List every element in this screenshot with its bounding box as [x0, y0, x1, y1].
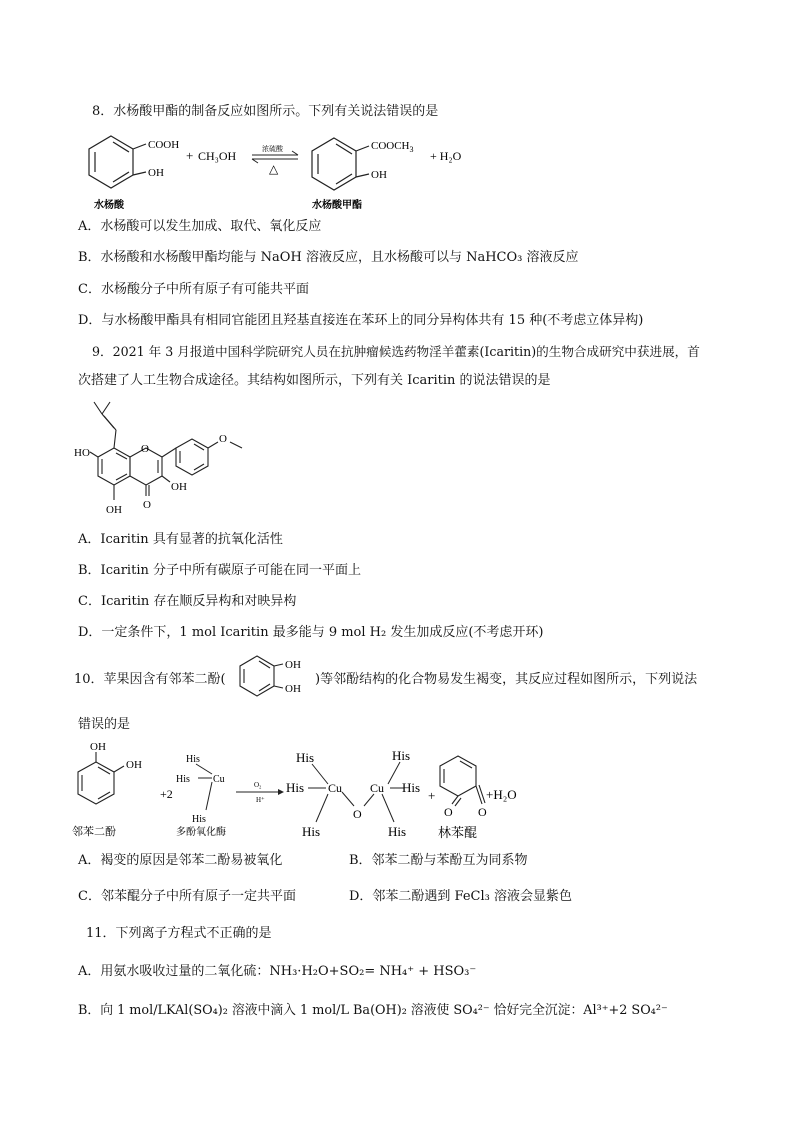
water-product: + H₂O: [430, 149, 462, 163]
plus-sign: +: [428, 788, 436, 803]
his-label: His: [296, 750, 315, 765]
methyl-salicylate-name: 水杨酸甲酯: [312, 200, 362, 211]
water-product: +H₂O: [486, 787, 517, 802]
catechol-oh-top: OH: [90, 741, 106, 753]
enzyme-name: 多酚氧化酶: [176, 827, 226, 838]
oh-label-ester: OH: [371, 169, 387, 181]
catalyst-label: 浓硫酸: [262, 145, 283, 153]
his-label: His: [388, 824, 407, 839]
cu-label: Cu: [370, 781, 385, 795]
his-label: His: [176, 774, 190, 785]
quinone-name: 林苯醌: [438, 825, 478, 840]
heat-symbol: △: [269, 162, 279, 176]
q9-stem-line1: 9．2021 年 3 月报道中国科学院研究人员在抗肿瘤候选药物淫羊藿素(Icaritin)的生物合成研究中获进展，首: [92, 344, 700, 359]
q9-option-c: C．Icaritin 存在顺反异构和对映异构: [78, 594, 297, 609]
salicylic-acid-name: 水杨酸: [94, 200, 124, 211]
q8-option-b: B．水杨酸和水杨酸甲酯均能与 NaOH 溶液反应，且水杨酸可以与 NaHCO₃ 溶液反应: [78, 250, 579, 265]
inline-oh-top: OH: [285, 659, 301, 671]
methyl-salicylate-structure: [312, 138, 369, 190]
q11-stem: 11．下列离子方程式不正确的是: [86, 926, 272, 941]
oh-right-label: OH: [171, 481, 187, 493]
o-methoxy-label: O: [219, 433, 227, 445]
his-label: His: [302, 824, 321, 839]
hplus-label: H⁺: [256, 796, 265, 804]
cu-label: Cu: [328, 781, 343, 795]
q9-stem-line2: 次搭建了人工生物合成途径。其结构如图所示，下列有关 Icaritin 的说法错误的是: [78, 373, 551, 388]
bridging-o-label: O: [353, 807, 362, 821]
q10-stem-post: )等邻酚结构的化合物易发生褐变，其反应过程如图所示，下列说法: [315, 672, 698, 687]
his-label: His: [192, 814, 206, 825]
catechol-inline-structure: [229, 650, 313, 704]
catechol-name: 邻苯二酚: [72, 826, 116, 838]
cooch3-label: $COOCH_3$: [371, 140, 414, 154]
his-label: His: [286, 780, 305, 795]
q9-option-a: A．Icaritin 具有显著的抗氧化活性: [78, 532, 283, 547]
oh-label: OH: [148, 167, 164, 179]
q11-option-b: B．向 1 mol/LKAl(SO₄)₂ 溶液中滴入 1 mol/L Ba(OH)₂ 溶液使 SO₄²⁻ 恰好完全沉淀：Al³⁺+2 SO₄²⁻: [78, 1003, 668, 1018]
cu-label: Cu: [213, 774, 225, 785]
plus-two: +2: [160, 787, 173, 801]
plus-sign: +: [186, 148, 194, 163]
his-label: His: [392, 748, 411, 763]
q9-option-b: B．Icaritin 分子中所有碳原子可能在同一平面上: [78, 563, 361, 578]
o2-label: O₂: [254, 781, 262, 789]
catechol-oh-right: OH: [126, 759, 142, 771]
q9-option-d: D．一定条件下，1 mol Icaritin 最多能与 9 mol H₂ 发生加成反应(不考虑开环): [78, 625, 544, 640]
q10-reaction-figure: [72, 740, 532, 844]
inline-oh-bottom: OH: [285, 683, 301, 695]
quinone-o-left: O: [444, 805, 453, 819]
his-label: His: [402, 780, 421, 795]
q10-option-c: C．邻苯醌分子中所有原子一定共平面: [78, 889, 296, 904]
salicylic-acid-structure: [89, 136, 146, 188]
q8-stem: 8．水杨酸甲酯的制备反应如图所示。下列有关说法错误的是: [92, 104, 439, 119]
cooh-label: COOH: [148, 139, 180, 151]
q10-stem-pre: 10．苹果因含有邻苯二酚(: [74, 672, 226, 687]
q11-option-a: A．用氨水吸收过量的二氧化硫：NH₃·H₂O+SO₂= NH₄⁺ + HSO₃⁻: [78, 964, 477, 979]
q10-option-a: A．褐变的原因是邻苯二酚易被氧化: [78, 853, 283, 868]
icaritin-structure: [70, 396, 250, 524]
oh-bottom-label: OH: [106, 504, 122, 516]
q8-option-c: C．水杨酸分子中所有原子有可能共平面: [78, 282, 309, 297]
q8-option-a: A．水杨酸可以发生加成、取代、氧化反应: [78, 219, 322, 234]
quinone-o-right: O: [478, 805, 487, 819]
his-label: His: [186, 754, 200, 765]
o-ring-label: O: [141, 443, 149, 455]
q10-option-b: B．邻苯二酚与苯酚互为同系物: [349, 853, 528, 868]
o-ketone-label: O: [143, 499, 151, 511]
q8-option-d: D．与水杨酸甲酯具有相同官能团且羟基直接连在苯环上的同分异构体共有 15 种(不考虑立体异构): [78, 313, 644, 328]
ho-left-label: HO: [74, 447, 90, 459]
methanol-label: CH₃OH: [198, 149, 237, 163]
q8-reaction-figure: [76, 122, 506, 214]
q10-stem-line2: 错误的是: [78, 717, 131, 732]
q10-option-d: D．邻苯二酚遇到 FeCl₃ 溶液会显紫色: [349, 889, 573, 904]
